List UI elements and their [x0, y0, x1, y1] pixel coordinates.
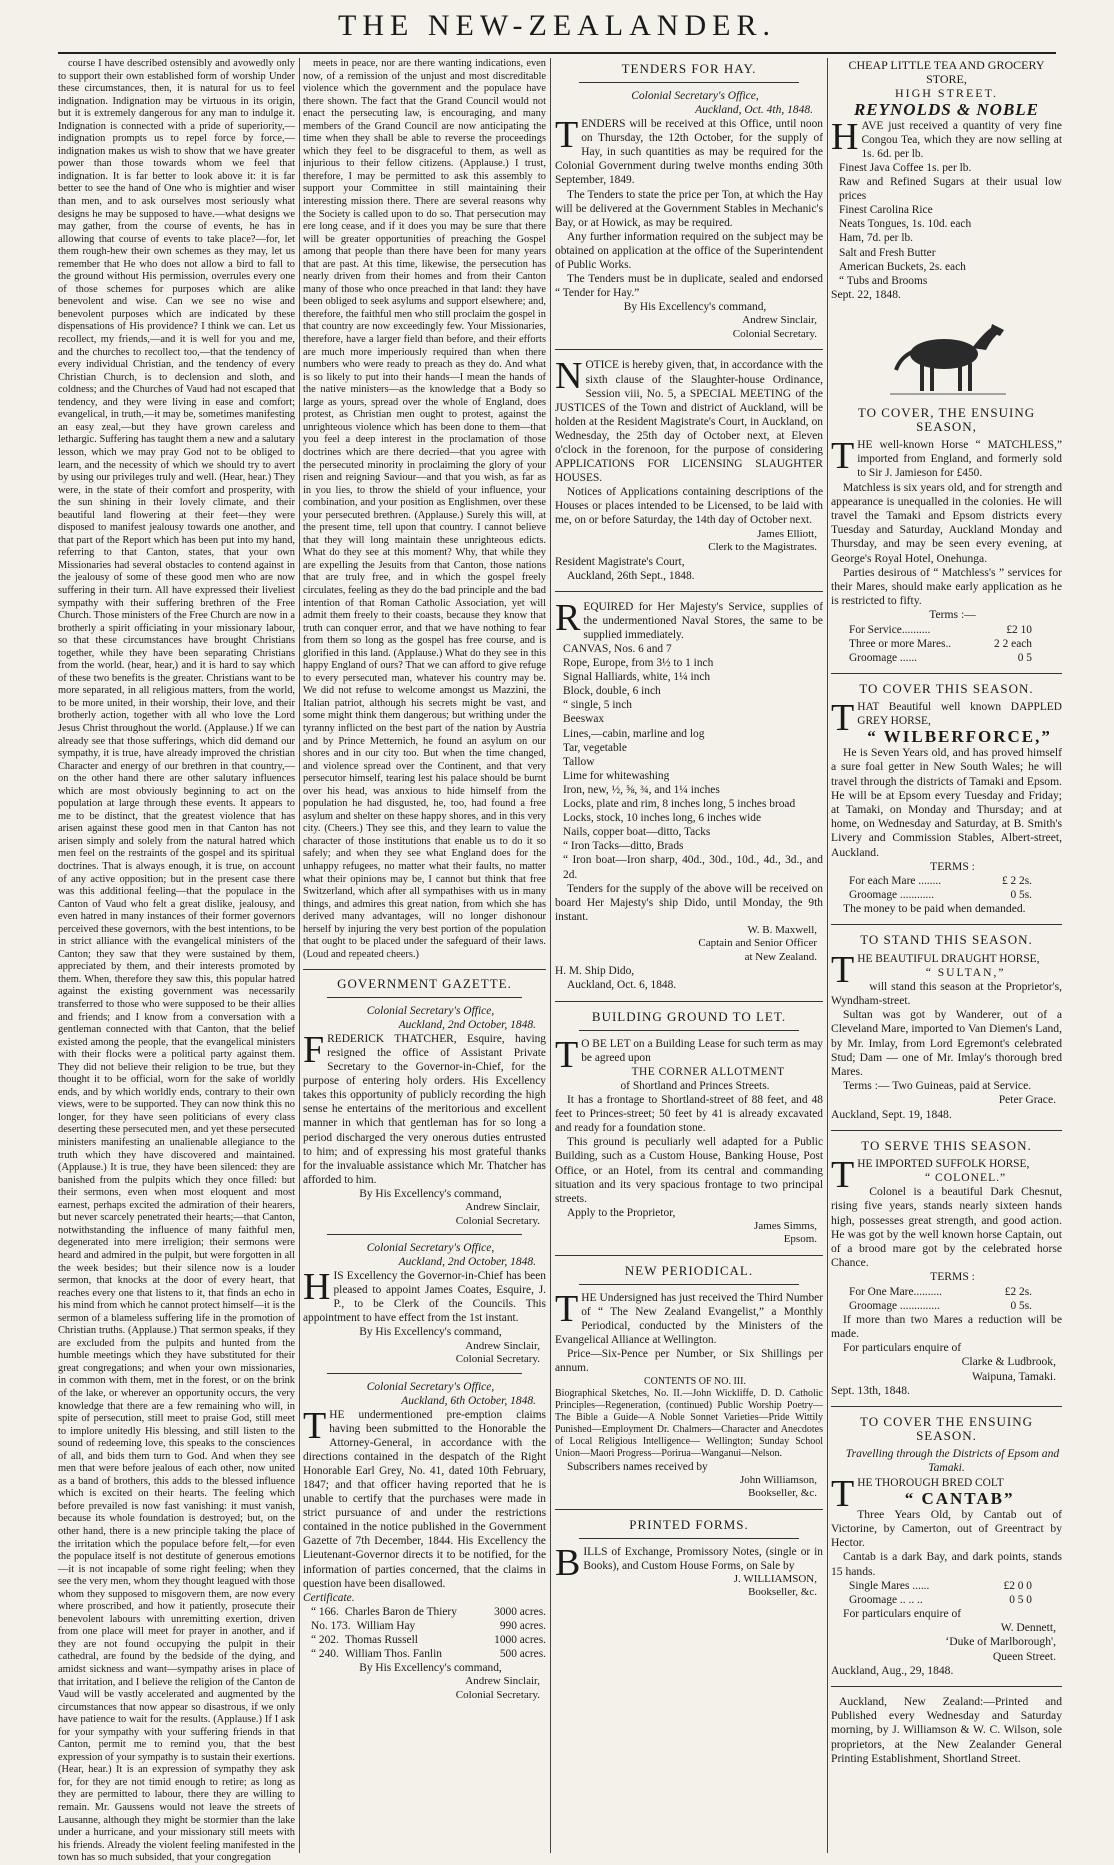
ad-body: For particulars enquire of: [843, 1607, 962, 1621]
notice-body: EQUIRED for Her Majesty's Service, supplies of the undermentioned Naval Stores, the same to be supplied immediately.: [583, 600, 823, 641]
notice-body: Subscribers names received by: [567, 1460, 708, 1473]
command-line: By His Excellency's command,: [359, 1187, 502, 1200]
gazette-heading: GOVERNMENT GAZETTE.: [337, 976, 512, 992]
masthead: [0, 0, 1114, 52]
terms-value: 0 5s.: [1010, 1299, 1032, 1312]
claim-acres: 990 acres.: [499, 1619, 546, 1632]
date-line: Auckland, 2nd October, 1848.: [398, 1018, 536, 1031]
terms-label: For Service..........: [849, 623, 931, 636]
terms-table: [831, 1285, 1062, 1313]
ad-body: Three Years Old, by Cantab out of Victorine, by Camerton, out of Greentract by Hector.: [831, 1507, 1062, 1550]
date-line: Auckland, Sept. 19, 1848.: [831, 1107, 952, 1121]
divider: [579, 82, 799, 83]
signer-title: Colonial Secretary.: [732, 327, 817, 340]
place-line: Waipuna, Tamaki.: [971, 1369, 1056, 1383]
naval-item: “ Iron Tacks—ditto, Brads: [563, 840, 684, 853]
ad-body: For particulars enquire of: [843, 1341, 962, 1355]
signer: Andrew Sinclair,: [465, 1201, 540, 1214]
date-line: Auckland, 2nd October, 1848.: [398, 1256, 536, 1269]
ad-body: HE BEAUTIFUL DRAUGHT HORSE,: [857, 952, 1040, 965]
signer: Peter Grace.: [998, 1093, 1056, 1107]
terms-value: £ 2 2s.: [1001, 875, 1032, 888]
notice-body: Price—Six-Pence per Number, or Six Shillings per annum.: [555, 1348, 823, 1375]
divider: [327, 997, 522, 998]
notice-body: HE Undersigned has just received the Third Number of “ The New Zealand Evangelist,” a Monthly Periodical, conducted by the Ministers of the Evangelical Alliance at Wellington.: [555, 1291, 823, 1347]
column-rule: [299, 58, 300, 1853]
naval-item: “ single, 5 inch: [563, 699, 632, 712]
tea-store-ad: [831, 58, 1062, 302]
date-line: Sept. 13th, 1848.: [831, 1383, 910, 1397]
ad-body: He is Seven Years old, and has proved himself a sure foal getter in New South Wales; he will travel through the districts of Tamaki and Epsom. He will be at Epsom every Tuesday and Friday; at Tamaki, on Monday and Thursday; and at home, on Wednesday and Saturday, at B. Smith's Livery and Commission Stables, Albert-street, Auckland.: [831, 746, 1062, 859]
signer-title: at New Zealand.: [744, 950, 817, 963]
ad-body: Sultan was got by Wanderer, out of a Cleveland Mare, imported to Van Diemen's Land, by Mr. Imlay, from Lord Egremont's celebrated Stud; Dam — one of Mr. Imlay's thorough bred Mares.: [831, 1008, 1062, 1079]
signer: J. WILLIAMSON,: [733, 1572, 817, 1585]
terms-row: [831, 1579, 1062, 1593]
section-heading: TO STAND THIS SEASON.: [860, 932, 1033, 948]
notice-body: Tenders for the supply of the above will be received on board Her Majesty's ship Dido, until Monday, the 9th instant.: [555, 882, 823, 923]
divider: [831, 924, 1062, 925]
signer-title: Clerk to the Magistrates.: [708, 541, 817, 554]
subheading: of Shortland and Princes Streets.: [620, 1079, 770, 1092]
claim-row: [311, 1647, 546, 1661]
terms-label: Terms :—: [929, 608, 976, 622]
horse-engraving-icon: [882, 308, 1012, 400]
terms-row: [831, 651, 1062, 665]
date-line: Auckland, 26th Sept., 1848.: [567, 569, 695, 582]
subheading: THE CORNER ALLOTMENT: [631, 1065, 785, 1078]
notice-body: The Tenders must be in duplicate, sealed and endorsed “ Tender for Hay.”: [555, 273, 823, 300]
drop-cap: F: [303, 1028, 325, 1071]
signer: W. B. Maxwell,: [747, 923, 817, 936]
terms-row: [831, 1593, 1062, 1607]
column-rule: [827, 58, 828, 1853]
signer-title: Bookseller, &c.: [748, 1487, 817, 1500]
naval-items-list: [555, 642, 823, 882]
drop-cap: N: [555, 355, 583, 398]
ad-body: HE well-known Horse “ MATCHLESS,” imported from England, and formerly sold to Sir J. Jamieson for £450.: [857, 439, 1062, 480]
drop-cap: T: [831, 435, 855, 478]
terms-row: [831, 874, 1062, 888]
naval-item: Block, double, 6 inch: [563, 685, 661, 698]
terms-value: 2 2 each: [994, 637, 1032, 650]
section-heading: TO SERVE THIS SEASON.: [861, 1137, 1032, 1153]
date-line: Auckland, 6th October, 1848.: [401, 1394, 536, 1407]
terms-table: [831, 1579, 1062, 1607]
grocery-item: Ham, 7d. per lb.: [839, 232, 914, 245]
article-text: course I have described ostensibly and avowedly only to support their own established form of worship Under these circumstances, then, it is natural for us to feel indignation. Indignation may be virtuous in its origin, but it is extremely dangerous for any man to indulge it. Indignation is connected with a pride of superiority,—indignation prompts us to repel force by force,—indignation makes us wish to show that we have greater power than those towards whom we feel that indignation. It is far better to look above it: it is far better to see the hand of One who is mightier and wiser than men, and to ask ourselves most seriously what designs he may be supposed to have.—what designs we may gather, from the course of events, he has in allowing that course of events to take place?—for, let them rough-hew their own schemes as they may, let us remember that He who does not allow a bird to fall to the ground without His permission, overrules every one of those schemes for purposes which are alike benevolent and wise. Can we see no wise and benevolent purposes which are indicated by these dispensations of His providence? I think we can. Let us recollect, my friends,—and it is well for you and me, and the churches to recollect too,—that the tendency of every individual Christian, and the tendency of every Christian Church, is to declension and sloth, and coldness; and the Churches of Vaud had not escaped that tendency, and they were living in ease and comfort; evangelical, in truth,—it may be, sometimes manifesting an easy zeal,—but they have grown careless and lethargic. Suffering has taught them a new and a salutary lesson, which we may pray God not to be obliged to learn, and the necessity of which we should try to avert by using our privileges truly and well. (Hear, hear.) They were, in the state of their comfort and prosperity, with the sun shining in their lovely climate, and their beautiful land flowering at their feet—they were disposed to manifest jealousy towards one another, and that part of the Report which has been put into my hand, referring to that Canton, states, that your own Missionaries had several obstacles to contend against in the jealousy of some of these good men who are now suffering in their turn. All have expressed their liveliest sympathy with their suffering brethren of the Free Church. Those ministers of the Free Church are now in a brotherly a spirit officiating in your missionary labour, so that these circumstances have brought Christians together, while they have been separating Christians from the world. (hear, hear,) and it is hard to say which of these two benefits is the greater. Christians want to be more separated, in all religious matters, from the world, to be more united, in their worship, their love, and their brotherly action, together with all who love the Lord Jesus Christ throughout the world. (Applause.) If we can already see that those sufferings, which did demand our sympathy, it is true, have already improved the christian Character and energy of our brethren in that country,—on the other hand there are other salutary influences which are most obviously beginning to act on the population at large through these events. It appears to me to be distinct, that the greatest violence that has arisen against these good men in that Canton has not arisen simply and solely from the natural hatred which men feel on the restraints of the gospel and its spiritual doctrines. That is always enough, it is true, on account of any active opposition; but in the present case there was this additional feeling—that the populace in the Canton of Vaud who felt a great dislike, jealousy, and even hatred in many instances of their former governors perceived these governors, with the best intentions, to be in strict alliance with the evangelical ministers of the Canton; they saw that they were sustained by them, appreciated by them, and their interests promoted by them. When, therefore they saw this, this popular hatred against the existing government was necessarily transferred to those who were supposed to be their allies and friends; and I know from a conversation with a gentleman connected with that Canton, that the belief existed among the people, that the evangelical ministers with their flocks were a political party against them. They did not believe their religion to be true, but they thought it to be official, worn for the sake of worldly ends, and by which worldly ends, contrary to their own views, were to be supported. They can now think this no longer, for they have seen politicians of every class deserting these persecuted men, and yet these persecuted ministers manifesting an unalienable allegiance to the truth which they have discovered and maintained. (Applause.) It is true, they have been silenced: they are banished from the pulpits which they once filled: but their sermons, even when most eloquent and most earnest, perhaps excited the admiration of their hearers, but never scarcely penetrated their hearts;—that Canton, notwithstanding the influence of many faithful men, degenerated into mere irreligion; their sermons were heard and admired in the pulpit, but were forgotten in all the week besides; but their silence now is a louder sermon, that knocks at the door of every heart, that reaches every one that listens to it, that finds an echo in his mind from which he cannot protect himself—it is the sermon of a blameless suffering life in the promotion of Christian truths. (Applause.) That sermon speaks, if they are excluded from the pulpits and hunted from the humble meetings which they have substituted for their great congregations; and when your own missionaries, in common with them, met in the forest, or on the brink of the lake, or wherever an opportunity occurs, the very knowledge that there are a few remaining who will, in spite of persecution, still meet to praise God, still meet to implore unitedly His blessing, and still listen to the sound of redeeming love, this speaks to the consciences of all, and bids them turn to God. And when they see men that were before jealous of each other, now united as a band of brothers, this adds to the blessed influence which is excited on their hearts. The feeling which before prevailed is now fast vanishing: it must vanish, because its whole foundation is destroyed; but, on the other hand, there is a new principle taking the place of the irritation which the populace before felt,—for even the populace itself is not destitute of generous emotions—it is not incapable of some right feeling; when they see the very men, whom they thought leagued with those whom they supposed to misgovern them, are now every where proscribed, and how it patiently, prosecute their benevolent labours with unremitting exertion, driven from one place will meet for prayer in another, and if they are not found occupying the pulpit in their cathedral, are found by the bedside of the dying, and amidst sickness and want—sympathy arises in place of that irritation, and I believe the religion of the Canton de Vaud will be vastly accelerated and augmented by the circumstances that now appear so disastrous, if we only have patience to wait for the results. (Applause.) If I ask for your sympathy with your suffering friends in that Canton, permit me to remind you, that the best expression of your sympathy is to sustain their exertions. (Hear, hear.) It is an expression of sympathy they ask for, for they are not timid enough to retire; as long as they are permitted to labour, there they are willing to remain. Mr. Gaussens would not leave the streets of Lausanne, although they might be stormier than the lake under a hurricane, and your missionary still meets with his friends. Already the violent feeling manifested in the town has so much subsided, that your congregation: [58, 58, 295, 1864]
horse-name: “ COLONEL.”: [925, 1171, 1007, 1185]
signer-title: Colonial Secretary.: [455, 1214, 540, 1227]
drop-cap: T: [555, 114, 579, 157]
notice-body: IS Excellency the Governor-in-Chief has been pleased to appoint James Coates, Esquire, J. P., to be Clerk of the Councils. This appointment to have effect from the 1st instant.: [303, 1270, 546, 1325]
place-line: Queen Street.: [992, 1649, 1056, 1663]
divider: [579, 1030, 799, 1031]
drop-cap: T: [831, 1472, 855, 1515]
signer: Clarke & Ludbrook,: [961, 1355, 1056, 1369]
date-line: Auckland, Aug., 29, 1848.: [831, 1663, 954, 1677]
claim-no: No. 173.: [311, 1619, 351, 1632]
claim-row: [311, 1633, 546, 1647]
naval-item: Beeswax: [563, 713, 605, 726]
grocery-item: Finest Carolina Rice: [839, 204, 933, 217]
sultan-ad: [831, 933, 1062, 1121]
section-heading: BUILDING GROUND TO LET.: [591, 1008, 787, 1024]
notice-body: ENDERS will be received at this Office, until noon on Thursday, the 12th October, for the supply of Hay, in such quantities as may be required for the Colonial Government during twelve months ending 30th September, 1849.: [555, 118, 823, 187]
ad-body: HE IMPORTED SUFFOLK HORSE,: [857, 1157, 1030, 1170]
drop-cap: B: [555, 1541, 581, 1584]
notice-body: REDERICK THATCHER, Esquire, having resigned the office of Assistant Private Secretary to the Governor-in-Chief, for the purpose of entering holy orders. His Excellency takes this opportunity of publicly recording the high sense he entertains of the meritorious and excellent manner in which that gentleman has for so long a period discharged the very onerous duties entrusted to him; and of expressing his most grateful thanks for the invaluable assistance which Mr. Thatcher has afforded to him.: [303, 1032, 546, 1186]
notice-body: The Tenders to state the price per Ton, at which the Hay will be delivered at the Government Stables in Mechanic's Bay, or at Howick, as may be required.: [555, 188, 823, 229]
signer: James Simms,: [754, 1219, 817, 1232]
divider: [579, 1284, 799, 1285]
gazette-notice: [303, 1241, 546, 1366]
newspaper-title: THE NEW-ZEALANDER.: [338, 9, 776, 42]
grocery-item: Finest Java Coffee 1s. per lb.: [839, 161, 972, 174]
section-heading: TENDERS FOR HAY.: [621, 61, 757, 76]
ad-heading: HIGH STREET.: [894, 86, 999, 101]
office-line: Colonial Secretary's Office,: [366, 1380, 495, 1393]
place-line: ‘Duke of Marlborough',: [945, 1635, 1056, 1649]
ad-body: HAT Beautiful well known DAPPLED GREY HORSE,: [857, 700, 1062, 727]
terms-label: Single Mares ......: [849, 1579, 930, 1592]
notice-body: Apply to the Proprietor,: [567, 1206, 676, 1219]
ad-heading: STORE,: [926, 72, 967, 87]
terms-table: [831, 623, 1062, 665]
drop-cap: H: [831, 115, 859, 158]
licensing-notice: [555, 355, 823, 582]
office-line: Colonial Secretary's Office,: [631, 90, 759, 103]
command-line: By His Excellency's command,: [359, 1662, 502, 1675]
claim-no: “ 166.: [311, 1605, 339, 1618]
command-line: By His Excellency's command,: [359, 1326, 502, 1339]
date-line: Auckland, Oct. 4th, 1848.: [695, 104, 813, 117]
ad-heading: CHEAP LITTLE TEA AND GROCERY: [848, 58, 1045, 72]
office-line: Colonial Secretary's Office,: [366, 1004, 495, 1017]
firm-name: REYNOLDS & NOBLE: [853, 99, 1040, 119]
office-line: Colonial Secretary's Office,: [366, 1242, 495, 1255]
ad-subheading: Travelling through the Districts of Epsom and Tamaki.: [845, 1447, 1060, 1475]
naval-item: Lines,—cabin, marline and log: [563, 727, 705, 740]
drop-cap: R: [555, 596, 581, 639]
terms-label: For each Mare ........: [849, 875, 942, 888]
ad-note: The money to be paid when demanded.: [843, 902, 1026, 916]
notice-body: HE undermentioned pre-emption claims having been submitted to the Honorable the Attorney-General, in accordance with the directions contained in the despatch of the Right Honorable Earl Grey, No. 41, dated 10th February, 1847; and that officer having reported that he is unable to certify that the purchases were made in strict pursuance of and under the restrictions contained in the notice published in the Government Gazette of 7th December, 1844. His Excellency the Lieutenant-Governor directs it to be notified, for the information of parties concerned, that the claims in question have been disallowed.: [303, 1408, 546, 1590]
terms-label: TERMS :: [930, 859, 975, 873]
ad-note: If more than two Mares a reduction will be made.: [831, 1312, 1062, 1341]
signer: Andrew Sinclair,: [465, 1675, 540, 1688]
naval-item: “ Iron boat—Iron sharp, 40d., 30d., 10d., 4d., 3d., and 2d.: [563, 854, 823, 881]
ad-body: HE THOROUGH BRED COLT: [857, 1476, 1004, 1489]
terms-row: [831, 1285, 1062, 1299]
column-2: [303, 58, 546, 1853]
column-1: [58, 58, 295, 1864]
ad-body: will stand this season at the Proprietor's, Wyndham-street.: [831, 979, 1062, 1007]
divider: [555, 1509, 823, 1510]
notice-body: Notices of Applications containing descriptions of the Houses or places intended to be Licensed, to be laid with me, on or before Saturday, the 14th day of October next.: [555, 486, 823, 527]
wilberforce-ad: [831, 682, 1062, 917]
naval-stores-notice: [555, 596, 823, 993]
terms-label: Groomage ..............: [849, 1299, 940, 1312]
terms-row: [831, 888, 1062, 902]
signer: James Elliott,: [757, 527, 817, 540]
claim-acres: 500 acres.: [499, 1648, 546, 1661]
terms-row: [831, 1299, 1062, 1313]
naval-item: Signal Halliards, white, 1¼ inch: [563, 671, 711, 684]
drop-cap: T: [555, 1287, 579, 1330]
drop-cap: T: [303, 1404, 327, 1447]
section-heading: TO COVER THE ENSUING SEASON.: [860, 1414, 1033, 1444]
claims-list: [303, 1605, 546, 1661]
drop-cap: T: [555, 1033, 579, 1076]
section-heading: PRINTED FORMS.: [629, 1516, 749, 1532]
command-line: By His Excellency's command,: [623, 301, 767, 314]
section-heading: NEW PERIODICAL.: [624, 1262, 754, 1278]
terms-value: 0 5s.: [1010, 889, 1032, 902]
horse-name: “ CANTAB”: [904, 1488, 1015, 1508]
gazette-notice: [303, 1380, 546, 1703]
drop-cap: T: [831, 1153, 855, 1196]
claim-row: [311, 1619, 546, 1633]
terms-value: £2 0 0: [1003, 1579, 1032, 1592]
place-line: Epsom.: [783, 1233, 817, 1246]
divider: [555, 1255, 823, 1256]
place-line: Resident Magistrate's Court,: [555, 555, 685, 568]
building-ground-notice: [555, 1010, 823, 1247]
terms-label: For One Mare..........: [849, 1285, 943, 1298]
section-heading: TO COVER, THE ENSUING SEASON,: [857, 405, 1036, 435]
signer-title: Colonial Secretary.: [455, 1688, 540, 1701]
ad-body: AVE just received a quantity of very fine Congou Tea, which they are now selling at 1s. 6d. per lb.: [861, 119, 1062, 160]
gazette-notice: [303, 1004, 546, 1228]
place-line: H. M. Ship Dido,: [555, 965, 635, 978]
terms-row: [831, 637, 1062, 651]
divider: [831, 673, 1062, 674]
drop-cap: T: [831, 948, 855, 991]
naval-item: Nails, copper boat—ditto, Tacks: [563, 826, 711, 839]
horse-name: “ SULTAN,”: [925, 965, 1006, 979]
naval-item: Rope, Europe, from 3½ to 1 inch: [563, 657, 714, 670]
column-rule: [550, 58, 551, 1853]
ad-body: Matchless is six years old, and for strength and appearance is unequalled in the colonies. He will travel the Tamaki and Epsom districts every Tuesday and Saturday, Auckland Monday and Thursday, and may be seen every evening, at George's Royal Hotel, Onehunga.: [831, 480, 1062, 565]
claim-no: “ 240.: [311, 1648, 339, 1661]
grocery-item: Neats Tongues, 1s. 10d. each: [839, 218, 972, 231]
naval-item: Lime for whitewashing: [563, 769, 670, 782]
date-line: Auckland, Oct. 6, 1848.: [567, 979, 677, 992]
claim-name: William Thos. Fanlin: [344, 1648, 442, 1661]
colonel-ad: [831, 1139, 1062, 1398]
terms-label: Groomage .. .. ..: [849, 1593, 923, 1606]
column-4: [831, 58, 1062, 1853]
signer: Andrew Sinclair,: [742, 314, 817, 327]
divider: [831, 1406, 1062, 1407]
claim-name: Thomas Russell: [344, 1634, 418, 1647]
drop-cap: H: [303, 1266, 331, 1309]
ad-body: Parties desirous of “ Matchless's ” services for their Mares, should make early application as he is restricted to fifty.: [831, 565, 1062, 608]
signer-title: Colonial Secretary.: [455, 1353, 540, 1366]
signer-title: Bookseller, &c.: [748, 1586, 817, 1599]
notice-body: ILLS of Exchange, Promissory Notes, (single or in Books), and Custom House Forms, on Sale by: [583, 1545, 823, 1572]
naval-item: Tallow: [563, 755, 595, 768]
masthead-rule: [58, 52, 1056, 54]
signer: John Williamson,: [740, 1473, 817, 1486]
cantab-ad: [831, 1415, 1062, 1678]
grocery-items-list: [831, 161, 1062, 288]
contents-label: CONTENTS OF NO. III.: [644, 1375, 746, 1387]
printed-forms-notice: [555, 1518, 823, 1600]
terms-label: Groomage ............: [849, 889, 935, 902]
date-line: Sept. 22, 1848.: [831, 287, 901, 301]
grocery-item: American Buckets, 2s. each: [839, 260, 966, 273]
naval-item: Locks, stock, 10 inches long, 6 inches wide: [563, 812, 762, 825]
notice-body: OTICE is hereby given, that, in accordance with the sixth clause of the Slaughter-house Ordinance, Session viii, No. 5, a SPECIAL MEETING of the JUSTICES of the Town and district of Auckland, will be holden at the Resident Magistrate's Court, in Auckland, on Wednesday, the 25th day of October next, at Eleven o'clock in the forenoon, for the purpose of considering APPLICATIONS FOR LICENSING SLAUGHTER HOUSES.: [555, 359, 823, 485]
terms-row: [831, 623, 1062, 637]
drop-cap: T: [831, 696, 855, 739]
ad-terms: Terms :— Two Guineas, paid at Service.: [843, 1079, 1032, 1093]
column-3: [555, 58, 823, 1853]
signer: Andrew Sinclair,: [465, 1339, 540, 1352]
notice-body: It has a frontage to Shortland-street of 88 feet, and 48 feet to Princes-street; 50 feet by 41 is already excavated and ready for a foundation stone.: [555, 1094, 823, 1135]
notice-body: O BE LET on a Building Lease for such term as may be agreed upon: [581, 1037, 824, 1064]
signer: W. Dennett,: [1000, 1621, 1056, 1635]
divider: [831, 1686, 1062, 1687]
terms-value: £2 10: [1006, 623, 1032, 636]
terms-value: 0 5 0: [1009, 1593, 1032, 1606]
divider: [555, 349, 823, 350]
ad-body: Cantab is a dark Bay, and dark points, stands 15 hands.: [831, 1550, 1062, 1578]
divider: [303, 969, 546, 970]
claim-row: [311, 1605, 546, 1619]
divider: [555, 591, 823, 592]
notice-body: Any further information required on the subject may be obtained on application at the office of the Superintendent of Public Works.: [555, 230, 823, 272]
naval-item: Locks, plate and rim, 8 inches long, 5 inches broad: [563, 798, 796, 811]
terms-value: £2 2s.: [1004, 1285, 1032, 1298]
terms-label: TERMS :: [930, 1270, 975, 1284]
tenders-hay-notice: [555, 62, 823, 341]
contents-text: Biographical Sketches, No. II.—John Wickliffe, D. D. Catholic Principles—Regeneration, (continued) Public Worship Poetry—The Bible a Guide—A Noble Sonnet Varieties—Pride Wittily Punished—Employment Dr. Chalmers—Character and Anecdotes of Local Religious Intelligence— Wellington; Sunday School Union—Maori Progress—Porirua—Wanganui—Nelson.: [555, 1387, 823, 1459]
terms-table: [831, 874, 1062, 902]
certificate-label: Certificate.: [303, 1591, 355, 1604]
divider: [831, 1130, 1062, 1131]
notice-body: This ground is peculiarly well adapted for a Public Building, such as a Custom House, Banking House, Post Office, or an Hotel, from its central and commanding situation and its very spacious frontage to two principal streets.: [555, 1136, 823, 1205]
divider: [555, 1001, 823, 1002]
claim-acres: 3000 acres.: [494, 1605, 546, 1618]
section-heading: TO COVER THIS SEASON.: [859, 680, 1034, 696]
terms-label: Groomage ......: [849, 651, 918, 664]
article-text: meets in peace, nor are there wanting indications, even now, of a remission of the unjust and most discreditable violence which the government and the populace have there shown. The fact that the Grand Council would not enact the persecuting law, is encouraging, and many members of the Grand Council are now anticipating the time when they shall be able to reverse the proceedings which they feel to be disgraceful to them, as well as injurious to their fellow citizens. (Applause.) I trust, therefore, I may be permitted to ask this assembly to support your Committee in still maintaining their interesting mission there. There are several reasons why the Society is called upon to do so. That persecution may ere long cease, and if it does you may be sure that there will be greater opportunities of preaching the Gospel among that people than there have been for many years that are past. At this time, likewise, the persecution has nearly driven from their homes and from their Canton many of those who once preached in that land: they have been obliged to seek asylums and support elsewhere; and, therefore, the faithful men who still proclaim the gospel in that country are now exceedingly few. Your Missionaries, therefore, have a larger field than before, and their efforts are much more imperiously required than when there numbers who were ready to preach as they do. And what is so likely to put into their hands—I mean the hands of the native ministers—as the knowledge that a Body so large as yours, spread over the whole of England, does protest, as Christian men ought to protest, against the unrighteous violence which has been done to them—that you feel a deep interest in the proclamation of those doctrines which are there decried—that you agree with the persecuted minority in proclaiming the glory of your risen and reigning Saviour—and that you wish, as far as in you lies, to throw the shield of your influence, your combination, and your position as Englishmen, over these your persecuted brethren. (Applause.) Surely this will, at the present time, tell upon that country. I cannot believe that they will long maintain these unrighteous edicts. What do they see at this moment? Why, that while they are expelling the Jesuits from that Canton, those nations that are truly free, and in which the gospel freely circulates, feeling as they do the bad principle and the bad intention of that Roman Catholic Association, yet will admit them freely to their coasts, because they know that truth can conquer error, and that we have nothing to fear from them so long as the gospel has free course, and is glorified in this land. (Applause.) What do they see in this happy England of ours? That we can afford to give refuge to every persecuted man, whatever his country may be. We did not refuse to welcome amongst us Mazzini, the Italian patriot, although his secrets might be vast, and some might think them dangerous; but writhing under the tyranny inflicted on the best part of the nation by Austria and by Prince Metternich, he found an asylum on our shores and in our city too. But when the time changed, and violence spread over the Continent, and that very persecutor himself, tearing lest his palace should be burnt over his head, was anxious to hide himself from the population he had disgusted, he, too, had found a free asylum and shelter on these happy shores, and in this very city. (Cheers.) They see this, and they learn to value the character of those institutions that enable us to do it so safely; and when they see what England does for the unhappy refugees, no matter what their faults, no matter what their opinions may be, I cannot but think that free Switzerland, which after all sympathises with us in many things, and admires this great nation, from which she has derived many advantages, will no longer dishonour herself by injuring the very best portion of the population that ought to be placed under the safeguard of their laws. (Loud and repeated cheers.): [303, 58, 546, 960]
naval-item: CANVAS, Nos. 6 and 7: [563, 643, 672, 655]
periodical-notice: [555, 1264, 823, 1501]
signer-title: Captain and Senior Officer: [698, 937, 817, 950]
terms-label: Three or more Mares..: [849, 637, 952, 650]
claim-acres: 1000 acres.: [494, 1634, 546, 1647]
divider: [579, 1538, 799, 1539]
ad-body: Colonel is a beautiful Dark Chesnut, rising five years, stands nearly sixteen hands high, possesses great strength, and good action. He was got by the well known horse Captain, out of a brood mare got by the celebrated horse Chance.: [831, 1185, 1062, 1270]
grocery-item: “ Tubs and Brooms: [839, 274, 928, 287]
grocery-item: Raw and Refined Sugars at their usual low prices: [839, 176, 1062, 203]
claim-name: William Hay: [356, 1619, 416, 1632]
terms-value: 0 5: [1017, 651, 1032, 664]
naval-item: Tar, vegetable: [563, 741, 627, 754]
claim-no: “ 202.: [311, 1634, 339, 1647]
claim-name: Charles Baron de Thiery: [344, 1605, 457, 1618]
grocery-item: Salt and Fresh Butter: [839, 246, 936, 259]
matchless-ad: [831, 406, 1062, 665]
divider: [327, 1234, 522, 1235]
divider: [327, 1373, 522, 1374]
naval-item: Iron, new, ½, ⅝, ¾, and 1¼ inches: [563, 783, 720, 796]
horse-name: “ WILBERFORCE,”: [867, 727, 1052, 747]
printer-imprint: Auckland, New Zealand:—Printed and Published every Wednesday and Saturday morning, by J. Williamson & W. C. Wilson, sole proprietors, at the New Zealander General Printing Establishment, Shortland Street.: [831, 1695, 1062, 1765]
